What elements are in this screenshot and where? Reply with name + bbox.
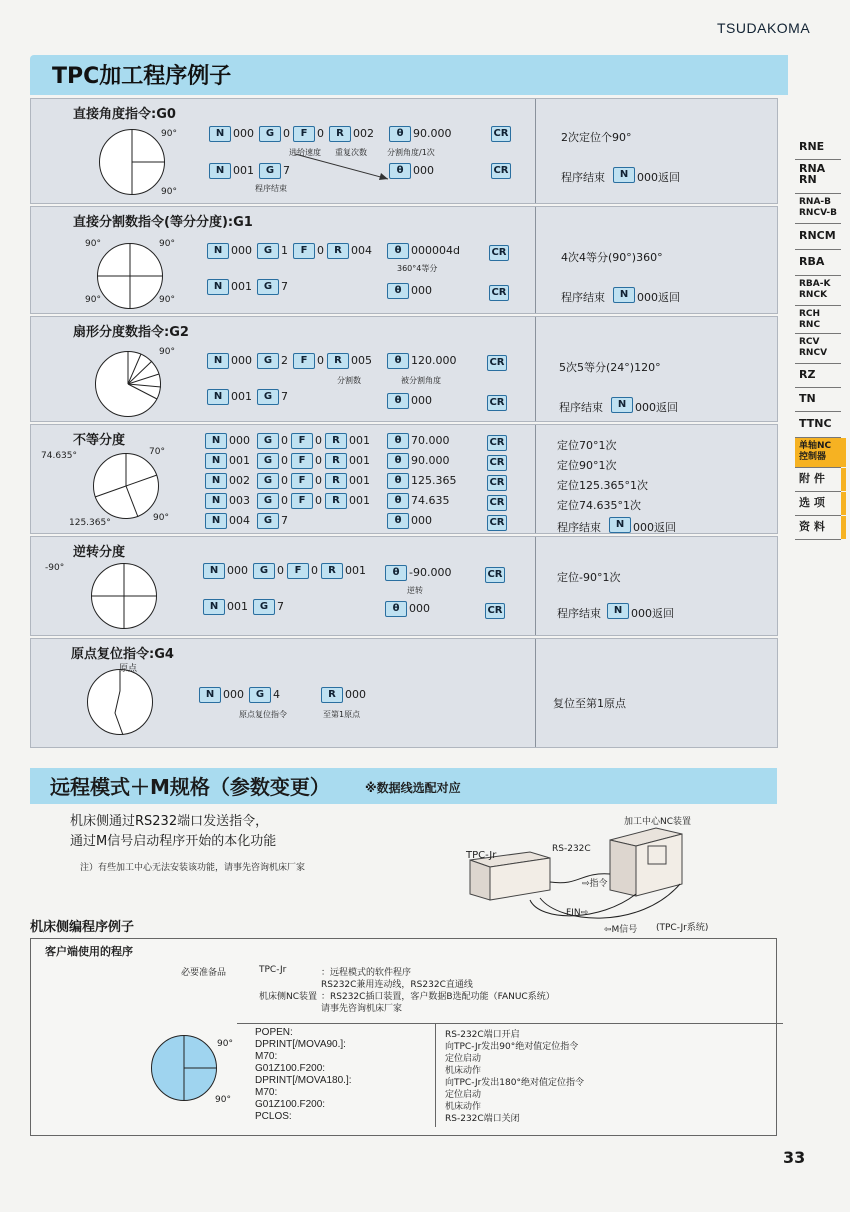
field-label: 分割角度/1次: [387, 148, 435, 157]
cr-key: CR: [487, 455, 507, 471]
field-label: 分割数: [337, 376, 361, 385]
arc-label: -90°: [45, 563, 65, 573]
sidebar-item[interactable]: [795, 438, 841, 468]
theta-key: θ: [385, 565, 407, 581]
machine-program-title: 机床侧编程序例子: [30, 920, 135, 935]
section-title: 原点复位指令:G4: [71, 647, 174, 662]
sidebar-accent: [841, 468, 846, 491]
sidebar-item-label: RZ: [799, 368, 816, 381]
code-column-divider: [435, 1023, 436, 1127]
row-description: 程序结束: [561, 171, 605, 184]
section-g0: [30, 98, 778, 204]
row-description: 程序结束: [561, 291, 605, 304]
n-key: N: [205, 513, 227, 529]
code-comment: 定位启动: [445, 1054, 482, 1064]
code-comment: RS-232C端口关闭: [445, 1114, 520, 1124]
section-unequal: [30, 424, 778, 534]
r-value: 001: [349, 454, 370, 467]
code-comment: 向TPC-Jr发出90°绝对值定位指令: [445, 1042, 579, 1052]
sidebar-item-label: RBA-K RNCK: [799, 279, 831, 300]
n-value: 000: [231, 244, 252, 257]
code-comment: 机床动作: [445, 1102, 482, 1112]
code-line: M70:: [255, 1051, 278, 1062]
n-value: 000: [233, 127, 254, 140]
row-description: 5次5等分(24°)120°: [559, 361, 661, 374]
g-value: 7: [281, 390, 288, 403]
f-key: F: [293, 353, 315, 369]
row-description: 定位70°1次: [557, 439, 617, 452]
field-label: 进给速度: [289, 148, 321, 157]
column-divider: [535, 425, 536, 533]
sidebar-item-label: TN: [799, 392, 816, 405]
f-value: 0: [315, 434, 322, 447]
g-key: G: [249, 687, 271, 703]
cr-key: CR: [487, 355, 507, 371]
arc-label: 90°: [215, 1095, 231, 1105]
g-key: G: [259, 163, 281, 179]
prep-item-value: 请事先咨询机床厂家: [321, 1004, 403, 1014]
rotation-diagram: [97, 243, 163, 309]
f-key: F: [287, 563, 309, 579]
return-text: 000返回: [635, 401, 678, 414]
nc-label: 加工中心NC装置: [624, 817, 692, 827]
arc-label: 90°: [159, 347, 175, 357]
n-key: N: [613, 287, 635, 303]
field-label: 重复次数: [335, 148, 367, 157]
g-value: 0: [281, 474, 288, 487]
n-value: 000: [223, 688, 244, 701]
r-key: R: [321, 563, 343, 579]
r-key: R: [325, 433, 347, 449]
theta-value: 000: [413, 164, 434, 177]
r-value: 001: [349, 474, 370, 487]
arc-label: 125.365°: [69, 518, 111, 528]
g-key: G: [253, 563, 275, 579]
n-key: N: [611, 397, 633, 413]
sidebar-accent: [841, 516, 846, 539]
r-value: 004: [351, 244, 372, 257]
g-value: 7: [281, 280, 288, 293]
link-arrow: [293, 149, 393, 189]
sidebar-item-label: 资 料: [799, 520, 825, 533]
theta-value: 90.000: [413, 127, 452, 140]
return-text: 000返回: [637, 291, 680, 304]
f-key: F: [293, 126, 315, 142]
g-value: 7: [277, 600, 284, 613]
n-key: N: [199, 687, 221, 703]
g-value: 2: [281, 354, 288, 367]
f-key: F: [291, 433, 313, 449]
sidebar-item-label: RNE: [799, 140, 825, 153]
n-key: N: [607, 603, 629, 619]
n-key: N: [209, 163, 231, 179]
theta-value: 70.000: [411, 434, 450, 447]
n-key: N: [205, 473, 227, 489]
row-description: 定位-90°1次: [557, 571, 621, 584]
sidebar-item[interactable]: [795, 516, 841, 540]
sidebar-item-label: 附 件: [799, 472, 825, 485]
f-key: F: [291, 493, 313, 509]
r-key: R: [329, 126, 351, 142]
prep-item-key: TPC-Jr: [259, 965, 287, 975]
sidebar-item[interactable]: [795, 194, 841, 224]
n-key: N: [207, 279, 229, 295]
theta-value: 000: [411, 284, 432, 297]
g-key: G: [257, 389, 279, 405]
column-divider: [535, 207, 536, 313]
n-value: 000: [229, 434, 250, 447]
section-g1: [30, 206, 778, 314]
column-divider: [535, 99, 536, 203]
code-line: POPEN:: [255, 1027, 293, 1038]
r-value: 002: [353, 127, 374, 140]
theta-key: θ: [387, 513, 409, 529]
g-value: 0: [283, 127, 290, 140]
prep-item-value: ：远程模式的软件程序: [321, 968, 412, 978]
n-value: 001: [231, 390, 252, 403]
theta-value: 90.000: [411, 454, 450, 467]
rs232-label: RS-232C: [552, 844, 591, 854]
f-key: F: [291, 473, 313, 489]
sidebar-item-label: TTNC: [799, 417, 832, 430]
n-value: 001: [231, 280, 252, 293]
f-value: 0: [315, 494, 322, 507]
code-comment: 向TPC-Jr发出180°绝对值定位指令: [445, 1078, 584, 1088]
g-value: 1: [281, 244, 288, 257]
arc-label: 90°: [153, 513, 169, 523]
field-label: 360°4等分: [397, 264, 438, 273]
f-value: 0: [317, 244, 324, 257]
sidebar-accent: [841, 438, 846, 467]
theta-key: θ: [389, 163, 411, 179]
arc-label: 90°: [159, 239, 175, 249]
tpc-label: TPC-Jr: [466, 850, 497, 861]
g-value: 7: [281, 514, 288, 527]
arc-label: 90°: [85, 295, 101, 305]
arc-label: 74.635°: [41, 451, 77, 461]
cr-key: CR: [491, 163, 511, 179]
sidebar-item-label: 单轴NC 控制器: [799, 441, 832, 462]
theta-value: 000004d: [411, 244, 460, 257]
cr-key: CR: [487, 515, 507, 531]
arc-label: 90°: [85, 239, 101, 249]
cr-key: CR: [487, 435, 507, 451]
code-line: DPRINT[/MOVA180.]:: [255, 1075, 352, 1086]
section-title: 直接分割数指令(等分分度):G1: [73, 215, 253, 230]
n-key: N: [609, 517, 631, 533]
sidebar-item[interactable]: [795, 364, 841, 388]
f-value: 0: [315, 454, 322, 467]
code-comment: 定位启动: [445, 1090, 482, 1100]
r-value: 001: [345, 564, 366, 577]
theta-value: 74.635: [411, 494, 450, 507]
section-g2: [30, 316, 778, 422]
theta-key: θ: [385, 601, 407, 617]
sidebar-item-label: RNCM: [799, 229, 836, 242]
field-label: 程序结束: [255, 184, 287, 193]
sidebar-item[interactable]: [795, 250, 841, 276]
theta-key: θ: [387, 393, 409, 409]
remote-text-2: 通过M信号启动程序开始的本化功能: [70, 834, 277, 849]
code-comment: RS-232C端口开启: [445, 1030, 520, 1040]
n-key: N: [209, 126, 231, 142]
sidebar-item[interactable]: [795, 334, 841, 364]
theta-key: θ: [389, 126, 411, 142]
r-value: 001: [349, 494, 370, 507]
g-key: G: [253, 599, 275, 615]
rotation-diagram: [95, 351, 161, 417]
n-key: N: [205, 493, 227, 509]
sidebar-item[interactable]: [795, 412, 841, 438]
n-key: N: [205, 453, 227, 469]
m-signal-label: ⇦M信号: [604, 925, 638, 935]
theta-value: 000: [411, 514, 432, 527]
theta-value: 120.000: [411, 354, 457, 367]
remote-note: ※数据线选配对应: [365, 781, 461, 795]
code-line: G01Z100.F200:: [255, 1063, 326, 1074]
n-key: N: [207, 389, 229, 405]
g-value: 4: [273, 688, 280, 701]
cr-key: CR: [489, 245, 509, 261]
fin-label: FIN⇨: [566, 908, 589, 918]
sidebar-item-label: RNA RN: [799, 162, 826, 186]
sidebar-item[interactable]: [795, 388, 841, 412]
sidebar-item[interactable]: [795, 492, 841, 516]
r-key: R: [327, 243, 349, 259]
row-description: 定位90°1次: [557, 459, 617, 472]
cr-key: CR: [491, 126, 511, 142]
theta-value: 000: [409, 602, 430, 615]
n-key: N: [207, 353, 229, 369]
section-reverse: [30, 536, 778, 636]
remote-footnote: 注）有些加工中心无法安装该功能，请事先咨询机床厂家: [80, 863, 306, 873]
cr-key: CR: [489, 285, 509, 301]
brand-logo: TSUDAKOMA: [717, 20, 811, 36]
sidebar-item-label: RCH RNC: [799, 309, 821, 330]
r-key: R: [325, 453, 347, 469]
g-value: 0: [281, 494, 288, 507]
g-value: 0: [277, 564, 284, 577]
row-description: 复位至第1原点: [553, 697, 626, 710]
column-divider: [535, 639, 536, 747]
column-divider: [535, 317, 536, 421]
return-text: 000返回: [633, 521, 676, 534]
sidebar-item[interactable]: [795, 136, 841, 160]
rotation-diagram: [91, 563, 157, 629]
n-value: 001: [233, 164, 254, 177]
sidebar-item[interactable]: [795, 160, 841, 194]
theta-value: -90.000: [409, 566, 452, 579]
f-value: 0: [311, 564, 318, 577]
sidebar-item[interactable]: [795, 306, 841, 334]
row-description: 程序结束: [557, 521, 601, 534]
theta-key: θ: [387, 353, 409, 369]
g-value: 0: [281, 454, 288, 467]
code-comment: 机床动作: [445, 1066, 482, 1076]
section-title: 逆转分度: [73, 545, 126, 560]
theta-value: 000: [411, 394, 432, 407]
f-value: 0: [317, 127, 324, 140]
arc-label: 90°: [159, 295, 175, 305]
theta-key: θ: [387, 453, 409, 469]
n-key: N: [203, 599, 225, 615]
r-key: R: [321, 687, 343, 703]
customer-program-box: [30, 938, 777, 1136]
r-value: 001: [349, 434, 370, 447]
return-text: 000返回: [631, 607, 674, 620]
theta-key: θ: [387, 283, 409, 299]
n-value: 000: [231, 354, 252, 367]
section-g4: [30, 638, 778, 748]
sidebar-item[interactable]: [795, 224, 841, 250]
g-key: G: [257, 493, 279, 509]
field-label: 原点复位指令: [239, 710, 287, 719]
n-key: N: [205, 433, 227, 449]
row-description: 定位125.365°1次: [557, 479, 648, 492]
cr-key: CR: [485, 603, 505, 619]
cr-key: CR: [487, 395, 507, 411]
section-title: 扇形分度数指令:G2: [73, 325, 189, 340]
sidebar-item[interactable]: [795, 276, 841, 306]
remote-text-1: 机床侧通过RS232端口发送指令，: [70, 814, 269, 829]
r-key: R: [327, 353, 349, 369]
theta-key: θ: [387, 243, 409, 259]
n-value: 001: [229, 454, 250, 467]
row-description: 2次定位个90°: [561, 131, 632, 144]
f-key: F: [293, 243, 315, 259]
code-line: PCLOS:: [255, 1111, 292, 1122]
sidebar-item-label: RBA: [799, 255, 825, 268]
g-value: 7: [283, 164, 290, 177]
theta-key: θ: [387, 493, 409, 509]
field-label: 被分割角度: [401, 376, 441, 385]
prep-item-key: 机床侧NC装置: [259, 992, 318, 1002]
rotation-diagram: [99, 129, 165, 195]
f-value: 0: [315, 474, 322, 487]
page-title: TPC加工程序例子: [52, 64, 232, 89]
n-key: N: [203, 563, 225, 579]
r-value: 000: [345, 688, 366, 701]
sidebar-item-label: RNA-B RNCV-B: [799, 197, 837, 218]
cr-key: CR: [487, 475, 507, 491]
field-label: 至第1原点: [323, 710, 361, 719]
n-key: N: [207, 243, 229, 259]
theta-value: 125.365: [411, 474, 457, 487]
n-value: 000: [227, 564, 248, 577]
program-box-title: 客户端使用的程序: [45, 945, 133, 958]
row-description: 定位74.635°1次: [557, 499, 641, 512]
prep-item-value: ：RS232C插口装置，客户数据B选配功能（FANUC系统）: [321, 992, 555, 1002]
page-number: 33: [783, 1148, 806, 1167]
arc-label: 90°: [161, 187, 177, 197]
g-key: G: [257, 513, 279, 529]
prep-item-value: RS232C兼用连动线，RS232C直通线: [321, 980, 473, 990]
code-separator: [237, 1023, 783, 1024]
arc-label: 90°: [161, 129, 177, 139]
sidebar-item-label: 选 项: [799, 496, 825, 509]
r-value: 005: [351, 354, 372, 367]
code-line: DPRINT[/MOVA90.]:: [255, 1039, 346, 1050]
code-line: G01Z100.F200:: [255, 1099, 326, 1110]
r-key: R: [325, 493, 347, 509]
n-value: 001: [227, 600, 248, 613]
remote-title-bar: [30, 768, 777, 804]
sidebar-item[interactable]: [795, 468, 841, 492]
r-key: R: [325, 473, 347, 489]
return-text: 000返回: [637, 171, 680, 184]
g-key: G: [257, 433, 279, 449]
theta-key: θ: [387, 433, 409, 449]
rotation-diagram: [87, 669, 153, 735]
section-title: 直接角度指令:G0: [73, 107, 176, 122]
row-description: 4次4等分(90°)360°: [561, 251, 663, 264]
system-label: (TPC-Jr系统): [656, 923, 709, 933]
row-description: 程序结束: [559, 401, 603, 414]
prep-label: 必要准备品: [181, 968, 227, 978]
g-value: 0: [281, 434, 288, 447]
f-key: F: [291, 453, 313, 469]
cr-key: CR: [487, 495, 507, 511]
rotation-diagram: [93, 453, 159, 519]
arc-label: 原点: [119, 664, 138, 674]
remote-title: 远程模式＋M规格（参数变更）: [50, 775, 330, 799]
command-label: ⇨指令: [582, 879, 608, 889]
n-value: 003: [229, 494, 250, 507]
code-line: M70:: [255, 1087, 278, 1098]
n-value: 004: [229, 514, 250, 527]
page-title-bar: [30, 55, 788, 95]
f-value: 0: [317, 354, 324, 367]
g-key: G: [259, 126, 281, 142]
arc-label: 90°: [217, 1039, 233, 1049]
g-key: G: [257, 353, 279, 369]
sidebar-item-label: RCV RNCV: [799, 337, 828, 358]
arc-label: 70°: [149, 447, 165, 457]
n-value: 002: [229, 474, 250, 487]
section-title: 不等分度: [73, 433, 126, 448]
cr-key: CR: [485, 567, 505, 583]
column-divider: [535, 537, 536, 635]
field-label: 逆转: [407, 586, 423, 595]
theta-key: θ: [387, 473, 409, 489]
g-key: G: [257, 243, 279, 259]
g-key: G: [257, 279, 279, 295]
sidebar-accent: [841, 492, 846, 515]
rotation-diagram: [151, 1035, 217, 1101]
g-key: G: [257, 473, 279, 489]
n-key: N: [613, 167, 635, 183]
g-key: G: [257, 453, 279, 469]
row-description: 程序结束: [557, 607, 601, 620]
